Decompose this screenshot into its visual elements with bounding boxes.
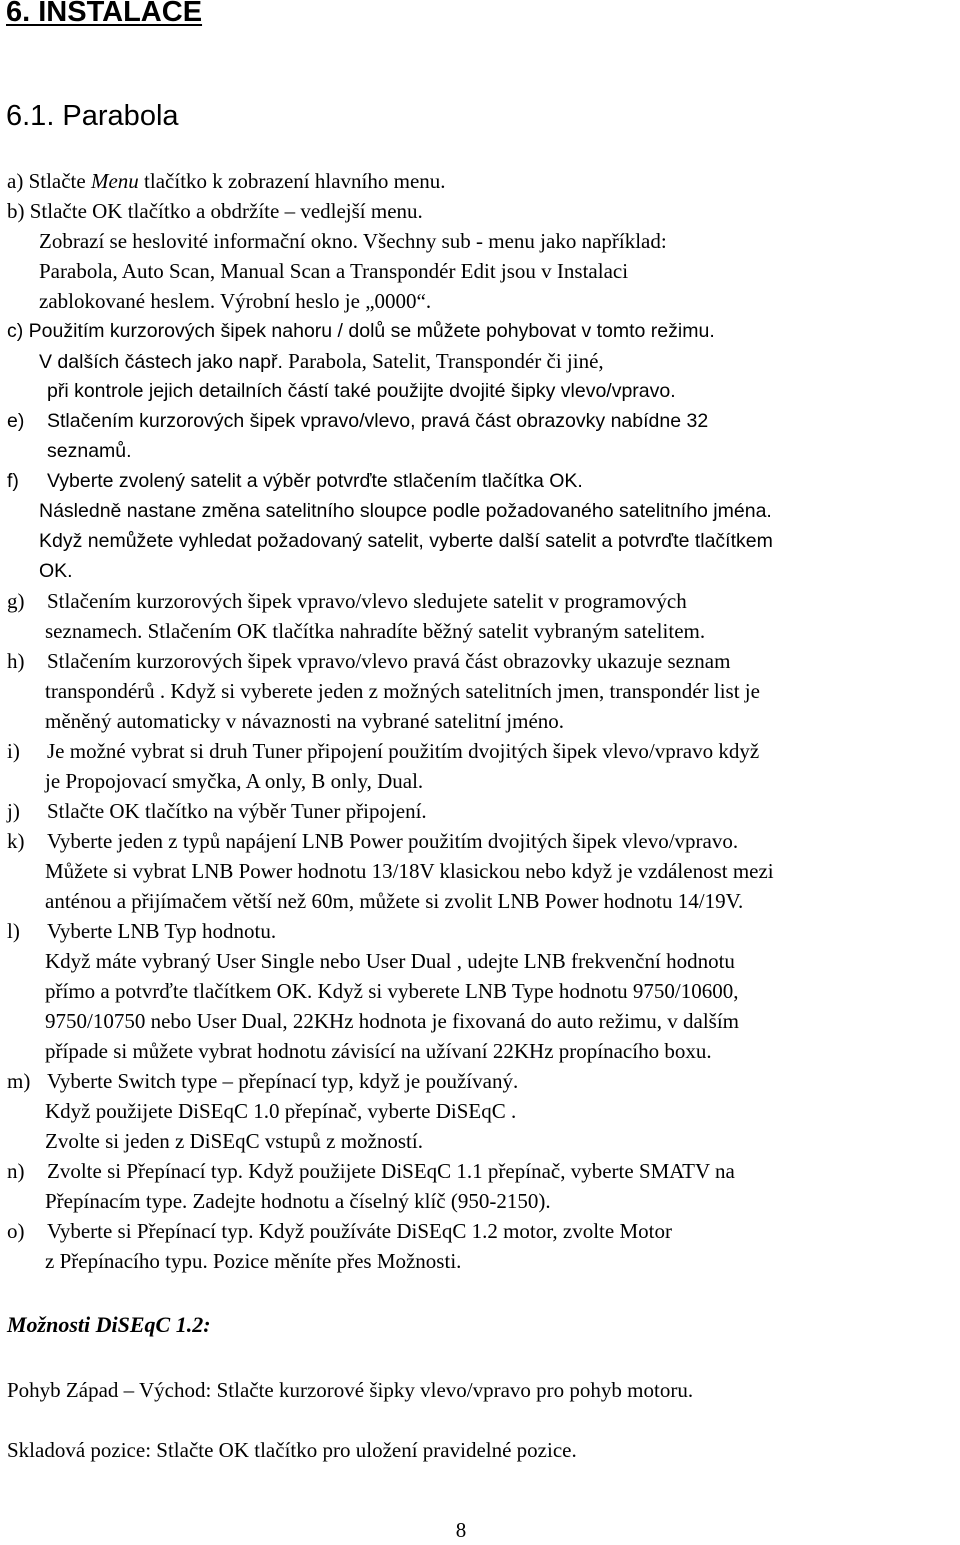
step-l-line-4: 9750/10750 nebo User Dual, 22KHz hodnota je fixovaná do auto režimu, v dalším xyxy=(45,1009,740,1033)
step-l-line-2: Když máte vybraný User Single nebo User Dual , udejte LNB frekvenční hodnotu xyxy=(45,949,735,973)
step-n-marker: n) xyxy=(7,1159,25,1183)
step-h-line-1: Stlačením kurzorových šipek vpravo/vlevo pravá část obrazovky ukazuje seznam xyxy=(47,649,731,673)
step-a-text: a) Stlačte xyxy=(7,169,91,193)
store-position-text: Skladová pozice: Stlačte OK tlačítko pro uložení pravidelné pozice. xyxy=(7,1438,577,1462)
step-m-line-1: Vyberte Switch type – přepínací typ, když je používaný. xyxy=(47,1069,519,1093)
step-k-line-2: Můžete si vybrat LNB Power hodnotu 13/18V klasickou nebo když je vzdálenost mezi xyxy=(45,859,774,883)
step-e-line-1: Stlačením kurzorových šipek vpravo/vlevo, pravá část obrazovky nabídne 32 xyxy=(47,410,709,432)
step-n-line-2: Přepínacím type. Zadejte hodnotu a číselný klíč (950-2150). xyxy=(45,1189,551,1213)
step-b-line-1: b) Stlačte OK tlačítko a obdržíte – vedlejší menu. xyxy=(7,199,423,223)
chapter-heading: 6. INSTALACE xyxy=(6,0,203,28)
step-c-line-2-sans: V dalších částech jako např. xyxy=(39,351,283,373)
step-h-line-3: měněný automaticky v návaznosti na vybrané satelitní jméno. xyxy=(45,709,565,733)
page-number: 8 xyxy=(455,1518,467,1542)
menu-term: Menu xyxy=(90,169,139,193)
step-h-line-2: transpondérů . Když si vyberete jeden z možných satelitních jmen, transpondér list je xyxy=(45,679,760,703)
step-a xyxy=(7,166,446,196)
step-m-line-3: Zvolte si jeden z DiSEqC vstupů z možností. xyxy=(45,1129,423,1153)
step-f-line-1: Vyberte zvolený satelit a výběr potvrďte stlačením tlačítka OK. xyxy=(47,470,583,492)
step-a-text-end: tlačítko k zobrazení hlavního menu. xyxy=(138,169,446,193)
step-m-line-2: Když použijete DiSEqC 1.0 přepínač, vyberte DiSEqC . xyxy=(45,1099,517,1123)
step-b-line-4: zablokované heslem. Výrobní heslo je „0000“. xyxy=(39,289,432,313)
step-k-line-3: anténou a přijímačem větší než 60m, můžete si zvolit LNB Power hodnotu 14/19V. xyxy=(45,889,744,913)
step-g-marker: g) xyxy=(7,589,25,613)
step-e-marker: e) xyxy=(7,410,25,432)
step-c-line-1: c) Použitím kurzorových šipek nahoru / dolů se můžete pohybovat v tomto režimu. xyxy=(7,320,715,342)
step-c-line-2 xyxy=(39,346,604,377)
step-k-marker: k) xyxy=(7,829,25,853)
step-o-line-2: z Přepínacího typu. Pozice měníte přes Možnosti. xyxy=(45,1249,462,1273)
step-c-line-2-serif: Parabola, Satelit, Transpondér či jiné, xyxy=(282,349,604,373)
step-g-line-1: Stlačením kurzorových šipek vpravo/vlevo sledujete satelit v programových xyxy=(47,589,687,613)
step-l-line-3: přímo a potvrďte tlačítkem OK. Když si vyberete LNB Type hodnotu 9750/10600, xyxy=(45,979,739,1003)
step-g-line-2: seznamech. Stlačením OK tlačítka nahradíte běžný satelit vybraným satelitem. xyxy=(45,619,706,643)
step-c-line-3: při kontrole jejich detailních částí také použijte dvojité šipky vlevo/vpravo. xyxy=(47,380,676,402)
diseqc-options-title: Možnosti DiSEqC 1.2: xyxy=(7,1312,211,1337)
section-heading: 6.1. Parabola xyxy=(6,100,179,132)
step-f-line-4: OK. xyxy=(39,560,73,582)
step-h-marker: h) xyxy=(7,649,25,673)
step-l-line-5: případe si můžete vybrat hodnotu závisící na užívaní 22KHz propínacího boxu. xyxy=(45,1039,712,1063)
step-f-line-3: Když nemůžete vyhledat požadovaný satelit, vyberte další satelit a potvrďte tlačítkem xyxy=(39,530,773,552)
step-m-marker: m) xyxy=(7,1069,31,1093)
step-f-line-2: Následně nastane změna satelitního sloupce podle požadovaného satelitního jména. xyxy=(39,500,772,522)
step-i-line-1: Je možné vybrat si druh Tuner připojení použitím dvojitých šipek vlevo/vpravo když xyxy=(47,739,760,763)
west-east-movement-text: Pohyb Západ – Východ: Stlačte kurzorové šipky vlevo/vpravo pro pohyb motoru. xyxy=(7,1378,694,1402)
step-i-line-2: je Propojovací smyčka, A only, B only, Dual. xyxy=(45,769,424,793)
step-k-line-1: Vyberte jeden z typů napájení LNB Power použitím dvojitých šipek vlevo/vpravo. xyxy=(47,829,739,853)
step-f-marker: f) xyxy=(7,470,19,492)
step-b-line-3: Parabola, Auto Scan, Manual Scan a Transpondér Edit jsou v Instalaci xyxy=(39,259,629,283)
step-o-line-1: Vyberte si Přepínací typ. Když používáte DiSEqC 1.2 motor, zvolte Motor xyxy=(47,1219,672,1243)
step-i-marker: i) xyxy=(7,739,20,763)
step-j-marker: j) xyxy=(7,799,20,823)
step-l-line-1: Vyberte LNB Typ hodnotu. xyxy=(47,919,277,943)
step-l-marker: l) xyxy=(7,919,20,943)
step-e-line-2: seznamů. xyxy=(47,440,132,462)
step-b-line-2: Zobrazí se heslovité informační okno. Všechny sub - menu jako například: xyxy=(39,229,667,253)
step-j-line-1: Stlačte OK tlačítko na výběr Tuner připojení. xyxy=(47,799,427,823)
step-n-line-1: Zvolte si Přepínací typ. Když použijete DiSEqC 1.1 přepínač, vyberte SMATV na xyxy=(47,1159,735,1183)
step-o-marker: o) xyxy=(7,1219,25,1243)
